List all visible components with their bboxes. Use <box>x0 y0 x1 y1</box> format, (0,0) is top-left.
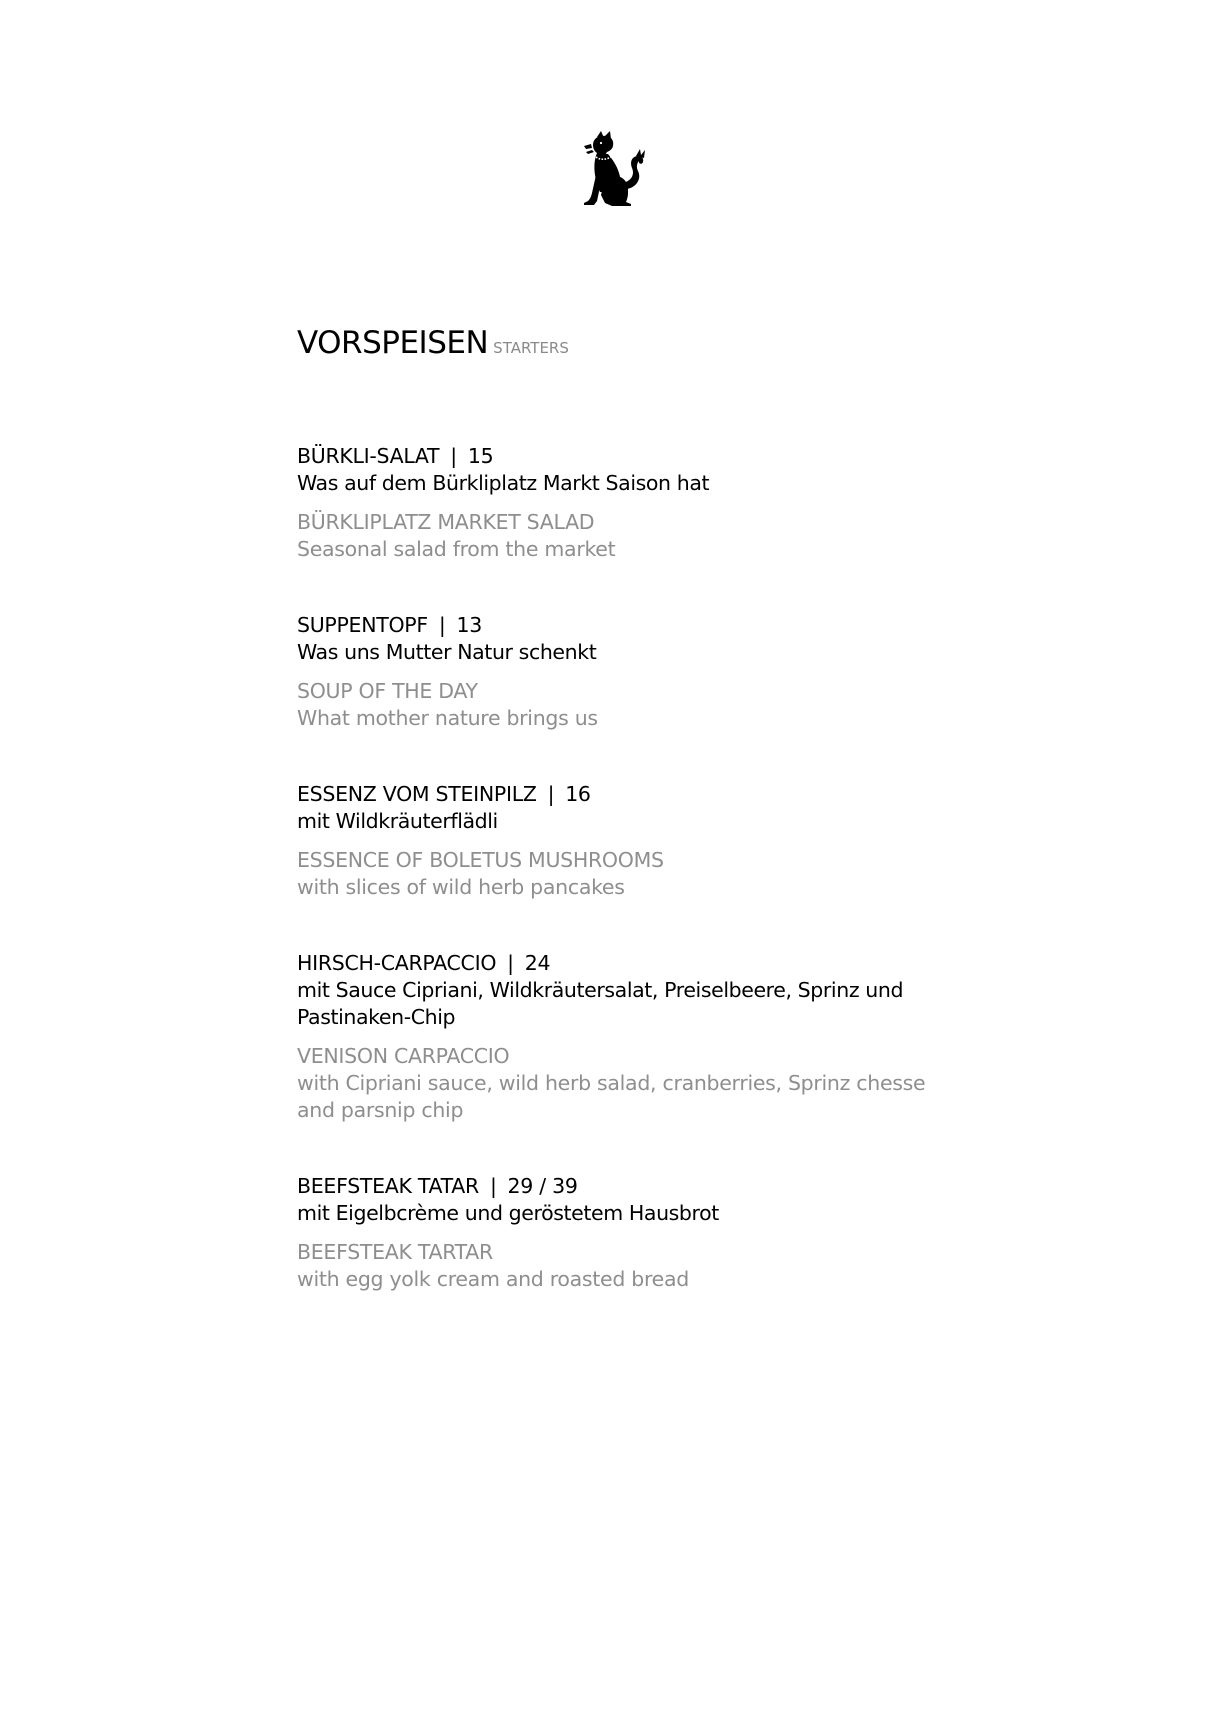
price-separator: | <box>450 444 457 468</box>
section-title-de: VORSPEISEN <box>297 325 489 361</box>
item-heading <box>297 781 937 808</box>
item-name: ESSENZ VOM STEINPILZ <box>297 782 537 806</box>
item-name-en: BEEFSTEAK TARTAR <box>297 1240 493 1264</box>
price-separator: | <box>507 951 514 975</box>
item-name-en: SOUP OF THE DAY <box>297 679 478 703</box>
item-english <box>297 509 937 563</box>
menu-item <box>297 781 937 901</box>
item-description-de: Was auf dem Bürkliplatz Markt Saison hat <box>297 471 710 495</box>
item-heading <box>297 443 937 470</box>
item-name-en: BÜRKLIPLATZ MARKET SALAD <box>297 510 595 534</box>
menu-item <box>297 950 937 1124</box>
item-description-en: with Cipriani sauce, wild herb salad, cranberries, Sprinz chesse and parsnip chip <box>297 1071 926 1122</box>
item-heading <box>297 950 937 977</box>
item-name: BEEFSTEAK TATAR <box>297 1174 479 1198</box>
item-name: HIRSCH-CARPACCIO <box>297 951 497 975</box>
item-name: SUPPENTOPF <box>297 613 428 637</box>
item-english <box>297 1239 937 1293</box>
item-heading <box>297 1173 937 1200</box>
menu-list <box>297 443 937 1342</box>
item-price: 13 <box>456 613 482 637</box>
item-price: 16 <box>565 782 591 806</box>
item-name-en: VENISON CARPACCIO <box>297 1044 510 1068</box>
item-description-en: with egg yolk cream and roasted bread <box>297 1267 689 1291</box>
item-description-de: Was uns Mutter Natur schenkt <box>297 640 597 664</box>
item-heading <box>297 612 937 639</box>
item-description-en: Seasonal salad from the market <box>297 537 616 561</box>
item-description-de: mit Sauce Cipriani, Wildkräutersalat, Preiselbeere, Sprinz und Pastinaken-Chip <box>297 978 904 1029</box>
price-separator: | <box>438 613 446 637</box>
item-english <box>297 678 937 732</box>
logo <box>583 131 647 207</box>
item-name-en: ESSENCE OF BOLETUS MUSHROOMS <box>297 848 664 872</box>
item-description-en: What mother nature brings us <box>297 706 598 730</box>
section-title <box>297 326 569 359</box>
menu-item <box>297 612 937 732</box>
section-title-en: STARTERS <box>493 339 569 357</box>
item-description-de: mit Eigelbcrème und geröstetem Hausbrot <box>297 1201 719 1225</box>
price-separator: | <box>547 782 555 806</box>
item-english <box>297 847 937 901</box>
menu-item <box>297 443 937 563</box>
item-english <box>297 1043 937 1124</box>
menu-item <box>297 1173 937 1293</box>
price-separator: | <box>489 1174 497 1198</box>
item-price: 29 / 39 <box>507 1174 578 1198</box>
item-description-en: with slices of wild herb pancakes <box>297 875 625 899</box>
item-name: BÜRKLI-SALAT <box>297 444 440 468</box>
item-price: 24 <box>524 951 551 975</box>
item-price: 15 <box>467 444 494 468</box>
item-description-de: mit Wildkräuterflädli <box>297 809 498 833</box>
heraldic-dog-icon <box>583 131 647 207</box>
